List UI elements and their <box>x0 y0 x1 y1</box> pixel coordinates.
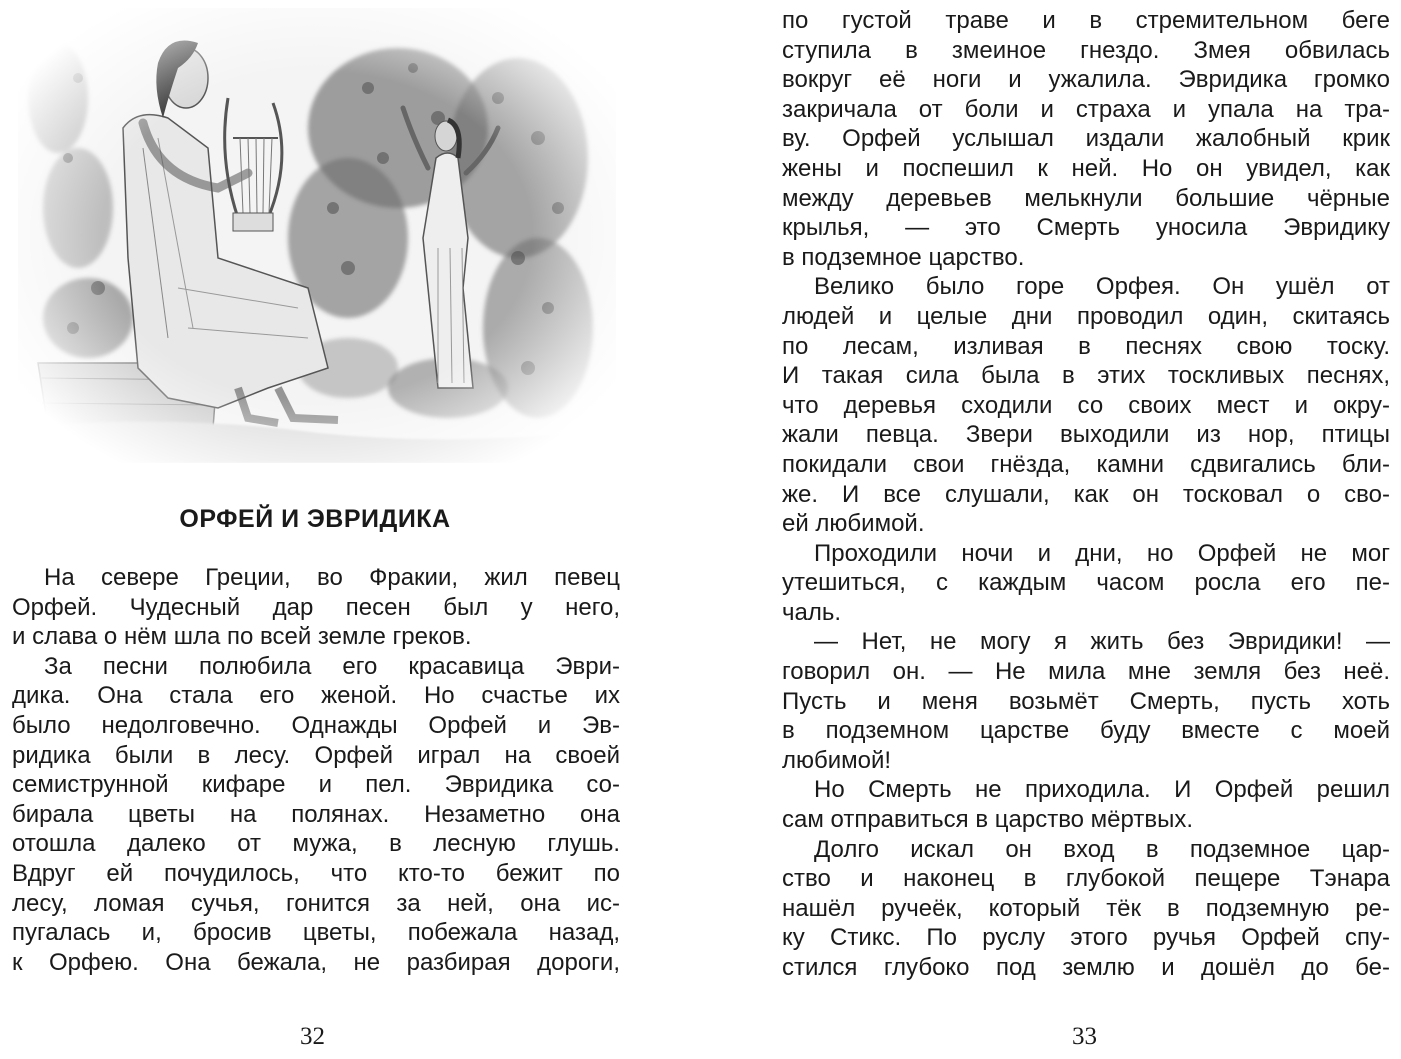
text-line: дика. Она стала его женой. Но счастье их <box>12 682 620 710</box>
text-line: в подземном царстве буду вместе с моей <box>782 717 1390 745</box>
text-line: ступила в змеиное гнездо. Змея обвилась <box>782 36 1390 64</box>
page-number-right: 33 <box>1072 1023 1097 1050</box>
text-line: Проходили ночи и дни, но Орфей не мог <box>814 539 1390 567</box>
page-number-left: 32 <box>300 1023 325 1050</box>
left-body-text <box>12 563 620 977</box>
illustration-orpheus-eurydice <box>18 8 616 463</box>
text-line: ство и наконец в глубокой пещере Тэнара <box>782 865 1390 893</box>
text-line: между деревьев мелькнули большие чёрные <box>782 184 1390 212</box>
text-line: стился глубоко под землю и дошёл до бе- <box>782 954 1390 981</box>
text-line: утешиться, с каждым часом росла его пе- <box>782 569 1390 597</box>
text-line: закричала от боли и страха и упала на тра- <box>782 95 1390 123</box>
text-line: Долго искал он вход в подземное цар- <box>814 835 1390 863</box>
text-line: И такая сила была в этих тоскливых песнях, <box>782 362 1390 390</box>
text-line: ву. Орфей услышал издали жалобный крик <box>782 125 1390 153</box>
text-line: жены и поспешил к ней. Но он увидел, как <box>782 154 1390 182</box>
text-line: лесу, ломая сучья, гонится за ней, она ис- <box>12 889 620 917</box>
text-line: говорил он. — Не мила мне земля без неё. <box>782 658 1390 686</box>
text-line: по густой траве и в стремительном беге <box>782 7 1390 34</box>
text-line: — Нет, не могу я жить без Эвридики! — <box>814 628 1390 656</box>
text-line: За песни полюбила его красавица Эври- <box>44 652 620 680</box>
text-line: сам отправиться в царство мёртвых. <box>782 806 1194 834</box>
text-line: же. И все слушали, как он тосковал о сво- <box>782 480 1390 508</box>
right-body-text <box>782 6 1390 983</box>
text-line: в подземное царство. <box>782 243 1025 271</box>
text-line: любимой! <box>782 746 892 774</box>
text-line: людей и целые дни проводил один, скитаясь <box>782 302 1390 330</box>
text-line: пугалась и, бросив цветы, побежала назад, <box>12 919 620 947</box>
text-line: отошла далеко от мужа, в лесную глушь. <box>12 830 620 858</box>
text-line: Пусть и меня возьмёт Смерть, пусть хоть <box>782 687 1390 715</box>
text-line: Орфей. Чудесный дар песен был у него, <box>12 593 620 621</box>
right-page <box>760 0 1401 1059</box>
text-line: жали певца. Звери выходили из нор, птицы <box>782 421 1390 449</box>
text-line: вокруг её ноги и ужалила. Эвридика громко <box>782 66 1390 94</box>
text-line: к Орфею. Она бежала, не разбирая дороги, <box>12 948 620 976</box>
text-line: крылья, — это Смерть уносила Эвридику <box>782 214 1390 242</box>
story-title: ОРФЕЙ И ЭВРИДИКА <box>179 505 451 533</box>
text-line: покидали свои гнёзда, камни сдвигались бли- <box>782 450 1390 478</box>
text-line: чаль. <box>782 598 842 626</box>
left-page <box>0 0 640 1059</box>
text-line: На севере Греции, во Фракии, жил певец <box>44 564 620 591</box>
text-line: ридика были в лесу. Орфей играл на своей <box>12 741 620 769</box>
text-line: и слава о нём шла по всей земле греков. <box>12 623 472 651</box>
text-line: по лесам, изливая в песнях свою тоску. <box>782 332 1390 360</box>
text-line: ку Стикс. По руслу этого ручья Орфей спу- <box>782 924 1390 952</box>
text-line: Велико было горе Орфея. Он ушёл от <box>814 273 1390 301</box>
text-line: что деревья сходили со своих мест и окру- <box>782 391 1390 419</box>
text-line: бирала цветы на полянах. Незаметно она <box>12 800 620 828</box>
text-line: Вдруг ей почудилось, что кто-то бежит по <box>12 859 620 887</box>
text-line: нашёл ручеёк, который тёк в подземную ре- <box>782 894 1390 922</box>
text-line: ей любимой. <box>782 510 925 538</box>
text-line: Но Смерть не приходила. И Орфей решил <box>814 776 1390 804</box>
text-line: было недолговечно. Однажды Орфей и Эв- <box>12 711 620 739</box>
text-line: семиструнной кифаре и пел. Эвридика со- <box>12 771 620 799</box>
